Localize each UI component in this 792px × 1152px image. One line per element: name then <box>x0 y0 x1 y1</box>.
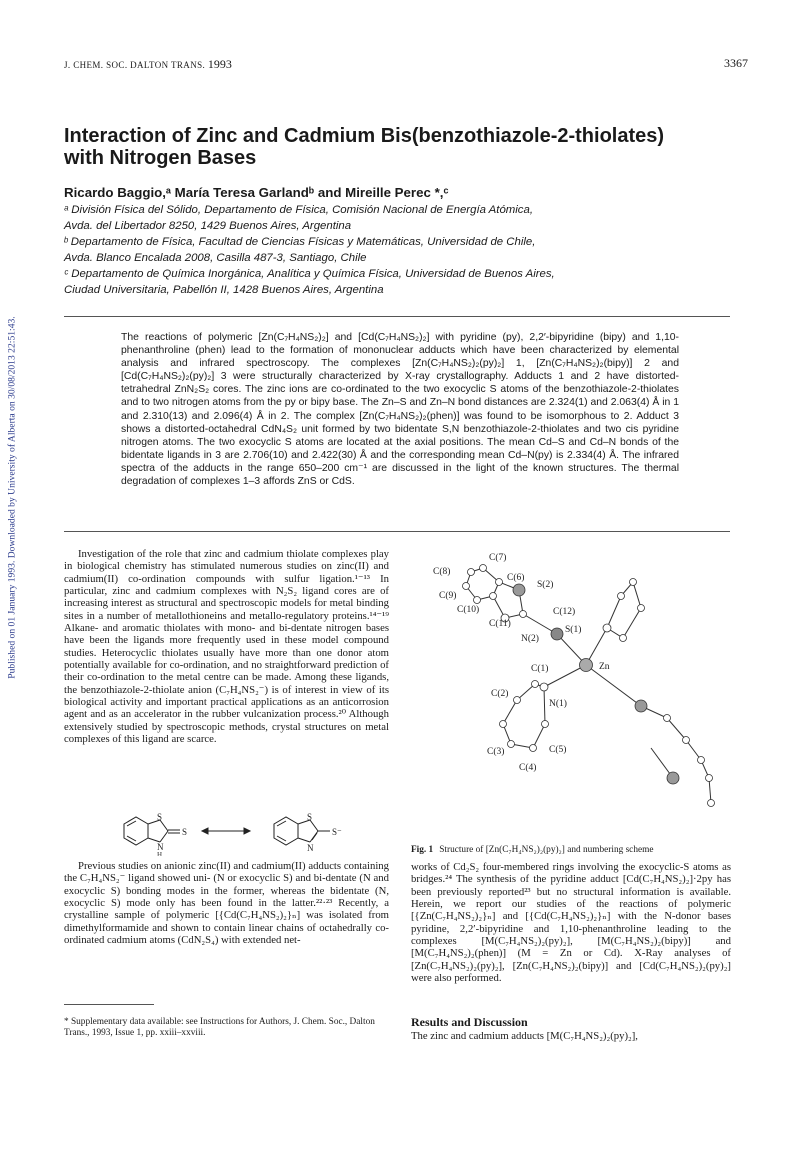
section-heading: Results and Discussion <box>411 1015 528 1029</box>
atom-label: Zn <box>599 662 610 672</box>
atom-label: N(1) <box>549 699 567 709</box>
intro-paragraph: Investigation of the role that zinc and cadmium thiolate complexes play in biological chemistry has stimulated numerous studies on zinc(II) and cadmium(II) co-ordination compounds with sulfur ligation.¹⁻¹³ In particular, zinc and cadmium complexes with N₂S₂ ligand cores are of increasing interest as structural and spectroscopic models for metal binding sites in a number of metallothioneins and metallo-regulatory proteins.¹⁴⁻¹⁹ Alkane- and aromatic thiolates with mono- and bi-dentate nitrogen bases have been the ligands more frequently used in these model compound studies. Heterocyclic thiolates usually have more than one donor atom potentially available for co-ordination, and no straightforward prediction of their co-ordination to the metal centre can be made. Among these ligands, the benzothiazole-2-thiolate anion (C₇H₄NS₂⁻) is of interest in view of its biological activity and important practical applications as an anticorrosion agent and as an accelerator in the rubber vulcanization process.²⁰ Although extensively studied by spectroscopic methods, crystal structures on metal complexes of this ligand are scarce. <box>64 548 389 746</box>
atom-label: S⁻ <box>332 827 342 837</box>
atom-label: C(9) <box>439 591 457 601</box>
atom-label: C(5) <box>549 745 567 755</box>
intro-paragraph: Previous studies on anionic zinc(II) and cadmium(II) adducts containing the C₇H₄NS₂⁻ ligand showed uni- (N or exocyclic S) and bi-dentate (N and exocyclic S) bonding modes in the former, whereas the bidentate (N, exocyclic S) mode only has been found in the latter.²²·²³ Recently, a crystalline sample of polymeric [{Cd(C₇H₄NS₂)₂}ₙ] was isolated from dimethylformamide and shown to contain linear chains of octahedrally co-ordinated cadmium atoms (CdN₂S₄) with extended net- <box>64 860 389 947</box>
atom-label: C(12) <box>553 607 576 617</box>
abstract: The reactions of polymeric [Zn(C₇H₄NS₂)₂] and [Cd(C₇H₄NS₂)₂] with pyridine (py), 2,2′-bipyridine (bipy) and 1,10-phenanthroline (phen) lead to the formation of mononuclear adducts which have been characterized by elemental analysis and infrared spectroscopy. The complexes [Zn(C₇H₄NS₂)₂(py)₂] 1, [Zn(C₇H₄NS₂)₂(bipy)] 2 and [Cd(C₇H₄NS₂)₂(py)₂] 3 were structurally characterized by X-ray crystallography. Adducts 1 and 2 have distorted-tetrahedral ZnN₂S₂ cores. The zinc ions are co-ordinated to the two exocyclic S atoms of the benzothiazole-2-thiolates and to two nitrogen atoms from the py or bipy base. The Zn–S and Zn–N bond distances are 2.324(1) and 2.063(4) Å in 1 and 2.310(13) and 2.096(4) Å in 2. The complex [Zn(C₇H₄NS₂)₂(phen)] was found to be isomorphous to 2. Adduct 3 shows a distorted-octahedral CdN₄S₂ unit formed by two bidentate S,N benzothiazole-2-thiolates and two cis pyridine nitrogen atoms. The two exocyclic S atoms are located at the axial positions. The mean Cd–S and Cd–N bonds of the bidentate ligands in 3 are 2.706(10) and 2.422(30) Å and the corresponding mean Cd–N(py) is 2.334(4) Å. The infrared spectra of the adducts in the range 650–200 cm⁻¹ are discussed in the light of the known structures. The thermal degradation of complexes 1–3 affords ZnS or CdS. <box>121 332 679 488</box>
affiliation-line: ᵃ División Física del Sólido, Departamento de Física, Comisión Nacional de Energía Atómica, <box>64 204 533 216</box>
atom-label: C(11) <box>489 619 511 629</box>
atom-label: S(1) <box>565 625 582 635</box>
abstract-bottom-rule <box>64 531 730 532</box>
atom-label: C(6) <box>507 573 525 583</box>
author-list: Ricardo Baggio,ᵃ María Teresa Garlandᵇ and Mireille Perec *,ᶜ <box>64 185 449 200</box>
atom-label: S <box>157 812 163 822</box>
atom-label: N(2) <box>521 634 539 644</box>
tautomer-scheme <box>64 812 389 856</box>
intro-column-right <box>411 861 731 984</box>
intro-column-left-continued <box>64 860 389 946</box>
download-stamp-text: Published on 01 January 1993. Downloaded by University of Alberta on 30/08/2013 22:51:43. <box>6 316 18 679</box>
bonds <box>466 568 711 803</box>
atom-label: C(3) <box>487 747 505 757</box>
atom-label: C(7) <box>489 553 507 563</box>
affiliation-line: ᶜ Departamento de Química Inorgánica, Analítica y Química Física, Universidad de Buenos Aires, <box>64 268 555 280</box>
atom-label: C(10) <box>457 605 480 615</box>
atom-label: H <box>157 851 163 856</box>
footnote-rule <box>64 1004 154 1005</box>
running-header: J. CHEM. SOC. DALTON TRANS. 1993 <box>64 57 232 71</box>
atom-label: N <box>307 843 314 853</box>
crystal-structure-figure <box>411 548 731 838</box>
atom-label: C(4) <box>519 763 537 773</box>
atoms <box>463 565 715 807</box>
intro-paragraph: works of Cd₂S₂ four-membered rings involving the exocyclic-S atoms as bridges.²⁴ The synthesis of the pyridine adduct [Cd(C₇H₄NS₂)₂]·2py has been previously reported²³ but no structural information is available. Herein, we report our studies of the reactions of polymeric [{Zn(C₇H₄NS₂)₂}ₙ] and [{Cd(C₇H₄NS₂)₂}ₙ] with the N-donor bases pyridine, 2,2′-bipyridine and 1,10-phenanthroline leading to the complexes [M(C₇H₄NS₂)₂(py)₂], [M(C₇H₄NS₂)₂(bipy)] and [M(C₇H₄NS₂)₂(phen)] (M = Zn or Cd). X-Ray analyses of [Zn(C₇H₄NS₂)₂(py)₂], [Zn(C₇H₄NS₂)₂(bipy)] and [Cd(C₇H₄NS₂)₂(py)₂] were also performed. <box>411 861 731 985</box>
atom-label: S <box>182 827 188 837</box>
header-year: 1993 <box>207 57 232 71</box>
affiliation-line: Avda. del Libertador 8250, 1429 Buenos Aires, Argentina <box>64 220 352 232</box>
sulfur-atom-s1 <box>551 628 563 640</box>
atom-label: C(8) <box>433 567 451 577</box>
footnote: * Supplementary data available: see Instructions for Authors, J. Chem. Soc., Dalton Trans., 1993, Issue 1, pp. xxiii–xxviii. <box>64 1017 375 1039</box>
affiliation-line: Ciudad Universitaria, Pabellón II, 1428 Buenos Aires, Argentina <box>64 284 384 296</box>
page-number: 3367 <box>724 56 748 70</box>
article-title: Interaction of Zinc and Cadmium Bis(benzothiazole-2-thiolates) with Nitrogen Bases <box>64 125 665 169</box>
atom-label: N <box>157 842 164 852</box>
affiliation-line: Avda. Blanco Encalada 2008, Casilla 487-3, Santiago, Chile <box>64 252 367 264</box>
figure-label: Fig. 1 <box>411 845 434 855</box>
section-paragraph: The zinc and cadmium adducts [M(C₇H₄NS₂)₂(py)₂], <box>411 1030 638 1042</box>
affiliation-line: ᵇ Departamento de Física, Facultad de Ciencias Físicas y Matemáticas, Universidad de Chile, <box>64 236 536 248</box>
atom-label: S(2) <box>537 580 554 590</box>
atom-label: C(1) <box>531 664 549 674</box>
figure-caption <box>411 845 653 855</box>
zinc-atom <box>580 659 593 672</box>
figure-caption-text: Structure of [Zn(C₇H₄NS₂)₂(py)₂] and numbering scheme <box>439 845 654 855</box>
download-stamp <box>5 290 19 710</box>
sulfur-atom-s2 <box>513 584 525 596</box>
intro-column-left <box>64 548 389 746</box>
atom-label: C(2) <box>491 689 509 699</box>
abstract-top-rule <box>64 316 730 317</box>
atom-label: S <box>307 812 313 822</box>
